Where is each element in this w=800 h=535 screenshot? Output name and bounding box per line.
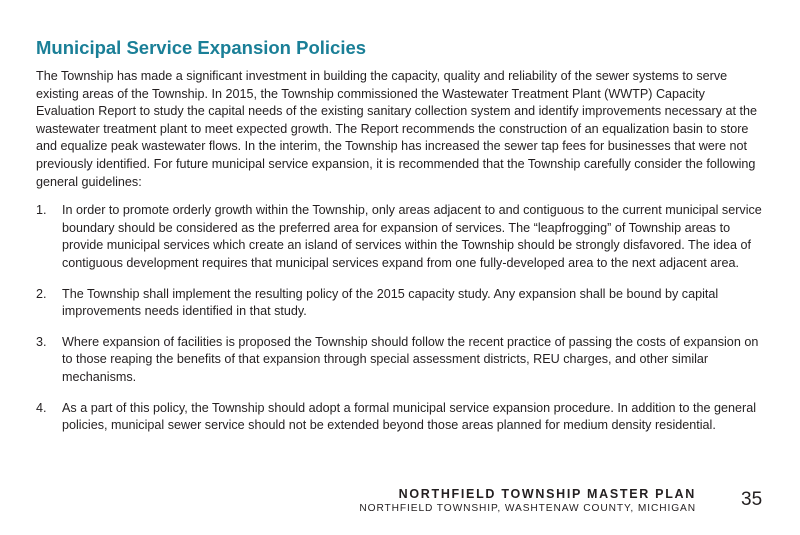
list-item-text: In order to promote orderly growth within the Township, only areas adjacent to and contiguous to the current municipal service boundary should be considered as the preferred area for expansion of services. The “leapfrogging” of Township areas to provide municipal services which create an island of services within the Township should be strongly disfavored. The idea of contiguous development requires that municipal services expand from one fully-developed area to the next adjacent area. [62, 203, 762, 270]
footer-title: NORTHFIELD TOWNSHIP MASTER PLAN [398, 487, 696, 501]
section-title: Municipal Service Expansion Policies [36, 37, 367, 58]
page-number: 35 [741, 489, 763, 510]
list-item-number: 3. [36, 334, 47, 349]
list-item-text: Where expansion of facilities is proposed the Township should follow the recent practice of passing the costs of expansion on to those reaping the benefits of that expansion through special assessment districts, REU charges, and other similar mechanisms. [62, 334, 759, 384]
list-item [36, 202, 766, 272]
list-item-text: As a part of this policy, the Township should adopt a formal municipal service expansion procedure. In addition to the general policies, municipal sewer service should not be extended beyond those areas planned for medium density residential. [62, 400, 756, 433]
policy-list [36, 202, 766, 435]
intro-paragraph: The Township has made a significant investment in building the capacity, quality and reliability of the sewer systems to serve existing areas of the Township. In 2015, the Township commissioned the Wastewater Treatment Plant (WWTP) Capacity Evaluation Report to study the capital needs of the existing sanitary collection system and identify improvements necessary at the wastewater treatment plant to meet expected growth. The Report recommends the construction of an equalization basin to store and equalize peak wastewater flows. In the interim, the Township has increased the sewer tap fees for businesses that were not previously identified. For future municipal service expansion, it is recommended that the Township carefully consider the following general guidelines: [36, 69, 758, 189]
footer-subtitle: NORTHFIELD TOWNSHIP, WASHTENAW COUNTY, MICHIGAN [359, 503, 696, 514]
list-item-number: 1. [36, 203, 47, 218]
list-item-text: The Township shall implement the resulting policy of the 2015 capacity study. Any expansion shall be bound by capital improvements needs identified in that study. [62, 286, 719, 319]
page-content [36, 36, 766, 448]
list-item-number: 2. [36, 286, 47, 301]
list-item [36, 334, 766, 387]
list-item-number: 4. [36, 400, 47, 415]
page-footer [359, 486, 696, 516]
list-item [36, 400, 766, 435]
list-item [36, 286, 766, 321]
